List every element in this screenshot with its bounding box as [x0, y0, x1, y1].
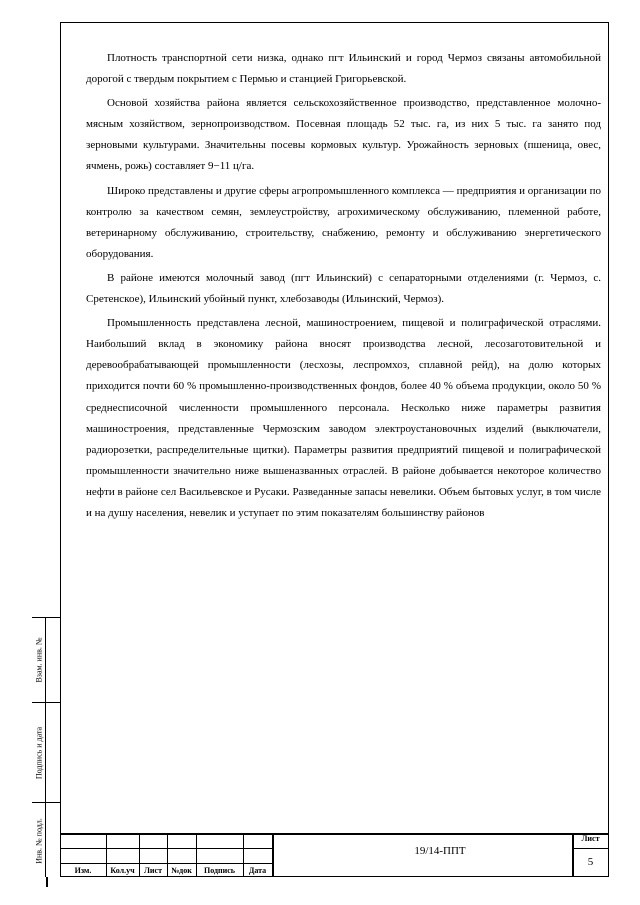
side-label-inv-podl: Инв. № подл.: [34, 817, 44, 864]
col-podpis: Подпись: [203, 866, 236, 875]
side-stamp-labels: [32, 617, 46, 877]
sheet-number: 5: [587, 856, 594, 868]
paragraph-transport: Плотность транспортной сети низка, однако пгт Ильинский и город Чермоз связаны автомобильной дорогой с твердым покрытием с Пермью и станцией Григорьевской.: [86, 52, 601, 86]
paragraph-food-plants: В районе имеются молочный завод (пгт Ильинский) с сепараторными отделениями (г. Чермоз, с. Сретенское), Ильинский убойный пункт, хлебозаводы (Ильинский, Чермоз).: [86, 271, 601, 306]
col-koluch: Кол.уч: [110, 866, 135, 875]
col-data: Дата: [248, 866, 267, 875]
side-value-podpis: [46, 703, 60, 803]
side-value-vzam: [46, 618, 60, 703]
side-cell-inv: [32, 803, 46, 878]
title-block: [60, 833, 609, 877]
side-label-podpis-data: Подпись и дата: [34, 726, 44, 779]
paragraph-agroindustry: Широко представлены и другие сферы агропромышленного комплекса — предприятия и организации по контролю за качеством семян, землеустройству, агрохимическому обслуживанию, племенной работе, ветеринарному обслуживанию, строительству, снабжению, ремонту и обслуживанию энергетического оборудования.: [86, 184, 601, 260]
col-ndok: №док: [171, 866, 192, 875]
paragraph-industry: Промышленность представлена лесной, машиностроением, пищевой и полиграфической отраслями. Наибольший вклад в экономику района вносят производства лесной, лесозаготовительной и деревообрабатывающей промышленности (лесхозы, леспромхоз, сплавной рейд), на долю которых приходится почти 60 % промышленно-производственных фондов, более 40 % объема продукции, около 50 % среднесписочной численности промышленного персонала. Несколько ниже параметры развития машиностроения, представленные Чермозским заводом электроустановочных изделий (выключатели, радиорозетки, распределительные щитки). Параметры развития предприятий пищевой и полиграфической промышленности значительно ниже вышеназванных отраслей. В районе добывается некоторое количество нефти в районе сел Васильевское и Русаки. Разведанные запасы невелики. Объем бытовых услуг, в том числе и на душу населения, невелик и уступает по этим показателям большинству районов: [86, 317, 601, 519]
side-label-vzam-inv: Взам. инв. №: [34, 637, 44, 683]
side-stamp-values: [46, 617, 60, 877]
col-izm: Изм.: [74, 866, 92, 875]
document-code: 19/14-ППТ: [414, 845, 466, 857]
side-tick: [46, 877, 48, 887]
col-list: Лист: [143, 866, 163, 875]
side-value-inv: [46, 803, 60, 878]
sheet-label: Лист: [581, 834, 600, 843]
document-body: [86, 48, 601, 524]
side-cell-podpis: [32, 703, 46, 803]
paragraph-agriculture: Основой хозяйства района является сельскохозяйственное производство, представленное молочно-мясным хозяйством, зернопроизводством. Посевная площадь 52 тыс. га, из них 5 тыс. га занято под зерновыми культурами. Значительны посевы кормовых культур. Урожайность зерновых (пшеница, овес, ячмень, рожь) составляет 9−11 ц/га.: [86, 97, 601, 173]
side-cell-vzam: [32, 618, 46, 703]
